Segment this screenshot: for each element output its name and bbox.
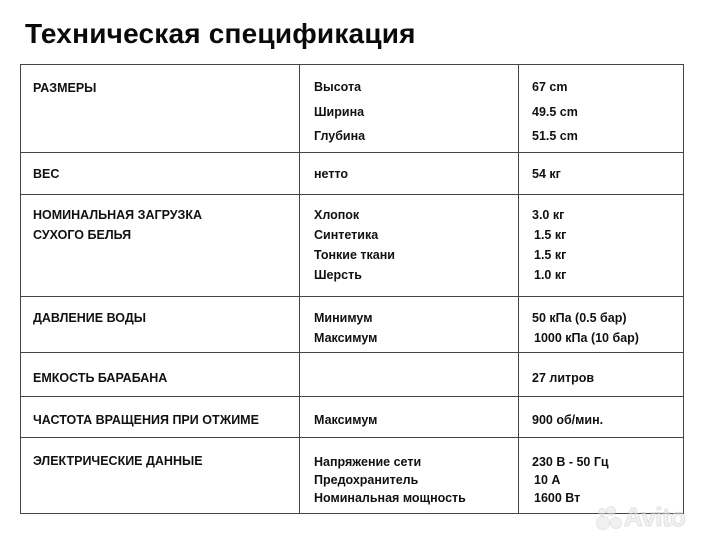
table-row-dimensions	[21, 65, 683, 153]
value-text: 1.0 кг	[534, 268, 567, 282]
value-text: 27 литров	[532, 371, 595, 385]
table-row-spin-speed	[21, 397, 683, 438]
category-cell	[21, 153, 300, 194]
value-cell	[519, 65, 683, 152]
param-label: Шерсть	[314, 268, 362, 282]
value-text: 230 В - 50 Гц	[532, 455, 609, 469]
category-label: ЭЛЕКТРИЧЕСКИЕ ДАННЫЕ	[33, 454, 203, 468]
value-cell	[519, 397, 683, 437]
table-row-water-pressure	[21, 297, 683, 353]
value-cell	[519, 297, 683, 352]
page-title: Техническая спецификация	[25, 18, 416, 49]
param-label: нетто	[314, 167, 349, 181]
param-cell	[300, 353, 519, 396]
value-cell	[519, 153, 683, 194]
table-row-weight	[21, 153, 683, 195]
category-cell	[21, 397, 300, 437]
watermark-text: Avito	[624, 501, 686, 532]
param-cell	[300, 65, 519, 152]
value-text: 1.5 кг	[534, 248, 567, 262]
category-label: РАЗМЕРЫ	[33, 81, 97, 95]
category-label: ЕМКОСТЬ БАРАБАНА	[33, 371, 168, 385]
param-cell	[300, 297, 519, 352]
avito-logo-icon	[596, 504, 622, 530]
category-label: НОМИНАЛЬНАЯ ЗАГРУЗКА	[33, 208, 203, 222]
category-cell	[21, 195, 300, 296]
param-label: Минимум	[314, 311, 373, 325]
value-text: 900 об/мин.	[532, 413, 604, 427]
param-label: Высота	[314, 80, 362, 94]
value-text: 50 кПа (0.5 бар)	[532, 311, 627, 325]
spec-table	[20, 64, 684, 514]
value-text: 1600 Вт	[534, 491, 581, 505]
param-label: Максимум	[314, 331, 378, 345]
param-cell	[300, 153, 519, 194]
param-label: Синтетика	[314, 228, 379, 242]
category-label: ВЕС	[33, 167, 60, 181]
value-text: 51.5 cm	[532, 129, 578, 143]
avito-watermark	[596, 500, 696, 534]
param-label: Номинальная мощность	[314, 491, 466, 505]
category-cell	[21, 297, 300, 352]
param-label: Глубина	[314, 129, 366, 143]
value-text: 1.5 кг	[534, 228, 567, 242]
category-cell	[21, 353, 300, 396]
table-row-drum-capacity	[21, 353, 683, 397]
value-text: 3.0 кг	[532, 208, 565, 222]
value-text: 1000 кПа (10 бар)	[534, 331, 639, 345]
param-cell	[300, 397, 519, 437]
param-label: Ширина	[314, 104, 365, 119]
table-row-load-capacity	[21, 195, 683, 297]
value-text: 67 cm	[532, 80, 568, 94]
param-label: Тонкие ткани	[314, 248, 395, 262]
value-text: 54 кг	[532, 167, 561, 181]
param-label: Максимум	[314, 413, 378, 427]
category-cell	[21, 65, 300, 152]
value-cell	[519, 353, 683, 396]
value-text: 10 А	[534, 473, 561, 487]
value-text: 49.5 cm	[532, 104, 578, 119]
param-cell	[300, 195, 519, 296]
value-cell	[519, 195, 683, 296]
param-label: Предохранитель	[314, 473, 419, 487]
category-label: ЧАСТОТА ВРАЩЕНИЯ ПРИ ОТЖИМЕ	[33, 413, 259, 427]
category-label: СУХОГО БЕЛЬЯ	[33, 228, 132, 242]
param-label: Напряжение сети	[314, 455, 422, 469]
category-cell	[21, 438, 300, 513]
table-row-electrical	[21, 438, 683, 513]
category-label: ДАВЛЕНИЕ ВОДЫ	[33, 311, 146, 325]
param-label: Хлопок	[314, 208, 360, 222]
param-cell	[300, 438, 519, 513]
